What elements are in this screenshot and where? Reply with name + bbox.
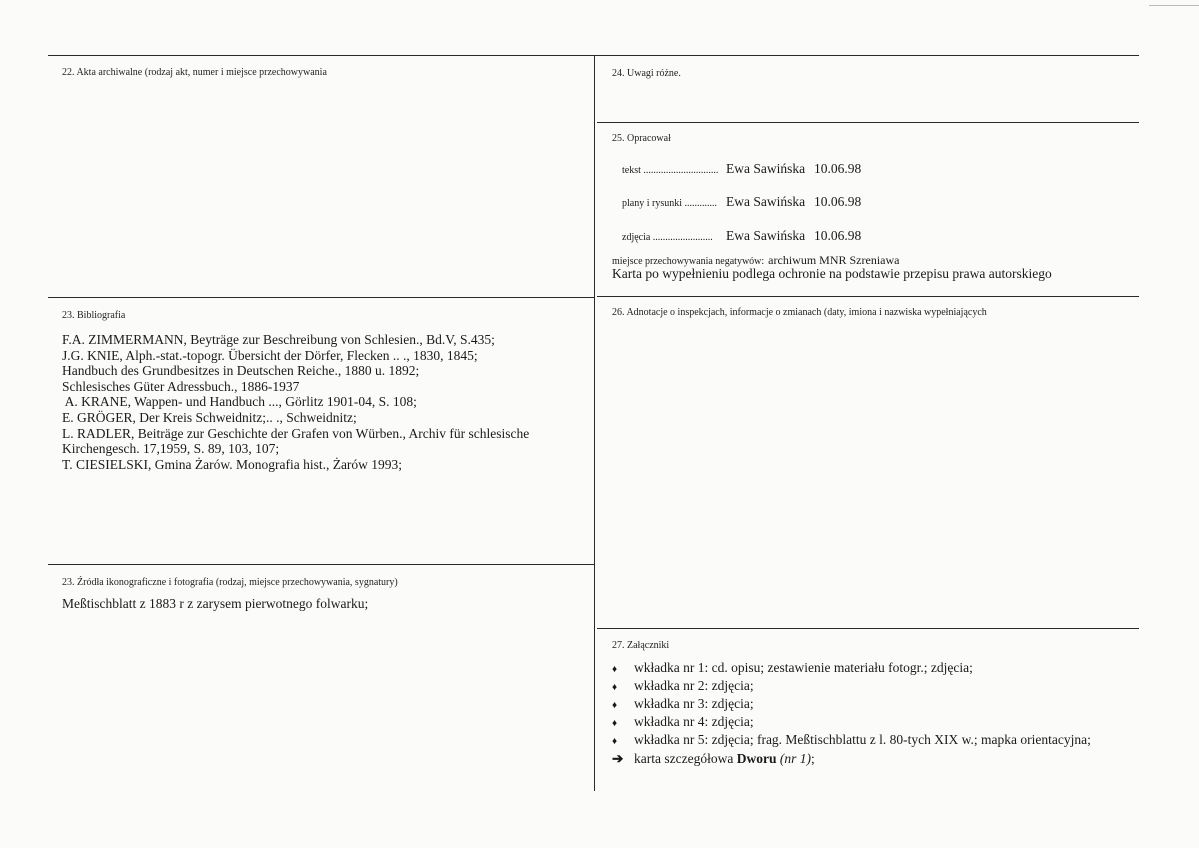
signature-date: 10.06.98 <box>814 194 862 209</box>
signature-row-photos <box>622 228 861 244</box>
rule-24-25 <box>597 122 1139 123</box>
diamond-bullet-icon: ♦ <box>612 700 618 711</box>
rule-22-23 <box>48 297 594 298</box>
detail-card-reference: ➔ karta szczegółowa Dworu (nr 1); <box>612 751 815 766</box>
signature-row-text <box>622 161 861 177</box>
iconography-text: Meßtischblatt z 1883 r z zarysem pierwotnego folwarku; <box>62 596 369 611</box>
bibliography-item: J.G. KNIE, Alph.-stat.-topogr. Übersicht der Dörfer, Flecken .. ., 1830, 1845; <box>62 347 478 363</box>
signature-date: 10.06.98 <box>814 228 862 243</box>
section-26-label: 26. Adnotacje o inspekcjach, informacje o zmianach (daty, imiona i nazwiska wypełniających <box>612 307 987 318</box>
arrow-right-icon: ➔ <box>612 751 624 766</box>
section-23-label: 23. Bibliografia <box>62 310 126 321</box>
section-24-label: 24. Uwagi różne. <box>612 68 681 79</box>
negatives-label: miejsce przechowywania negatywów: <box>612 256 765 267</box>
bibliography-item: F.A. ZIMMERMANN, Beyträge zur Beschreibung von Schlesien., Bd.V, S.435; <box>62 332 495 347</box>
bibliography-list <box>62 332 529 472</box>
rule-25-26 <box>597 296 1139 297</box>
diamond-bullet-icon: ♦ <box>612 736 618 747</box>
diamond-bullet-icon: ♦ <box>612 664 618 675</box>
signature-name: Ewa Sawińska <box>726 194 806 209</box>
attachment-item: ♦ wkładka nr 3: zdjęcia; <box>612 696 1091 714</box>
corner-mark <box>1149 5 1199 6</box>
attachment-item: ♦ wkładka nr 1: cd. opisu; zestawienie materiału fotogr.; zdjęcia; <box>612 660 1091 678</box>
bibliography-item: E. GRÖGER, Der Kreis Schweidnitz;.. ., Schweidnitz; <box>62 409 357 425</box>
card-number: (nr 1) <box>779 751 811 766</box>
bibliography-item: L. RADLER, Beiträge zur Geschichte der Grafen von Würben., Archiv für schlesische <box>62 425 530 441</box>
bibliography-item: Schlesisches Güter Adressbuch., 1886-1937 <box>62 378 300 394</box>
diamond-bullet-icon: ♦ <box>612 682 618 693</box>
manor-label: Dworu <box>736 751 777 766</box>
bibliography-item: Handbuch des Grundbesitzes in Deutschen Reiche., 1880 u. 1892; <box>62 363 420 379</box>
signature-key: tekst .............................. <box>622 165 719 176</box>
attachments-list <box>612 660 1091 750</box>
attachment-item: ♦ wkładka nr 5: zdjęcia; frag. Meßtischblattu z l. 80-tych XIX w.; mapka orientacyjna; <box>612 732 1091 750</box>
bibliography-item: T. CIESIELSKI, Gmina Żarów. Monografia hist., Żarów 1993; <box>62 456 403 472</box>
section-27-label: 27. Załączniki <box>612 640 670 651</box>
bibliography-item: A. KRANE, Wappen- und Handbuch ..., Görlitz 1901-04, S. 108; <box>62 394 417 410</box>
bibliography-item: Kirchengesch. 17,1959, S. 89, 103, 107; <box>62 441 280 457</box>
signature-key: plany i rysunki ............. <box>622 198 717 209</box>
signature-date: 10.06.98 <box>814 161 862 176</box>
section-23b-label: 23. Źródła ikonograficzne i fotografia (rodzaj, miejsce przechowywania, sygnatury) <box>62 577 398 588</box>
negatives-value: archiwum MNR Szreniawa <box>768 253 900 267</box>
center-divider <box>594 55 595 791</box>
attachment-item: ♦ wkładka nr 4: zdjęcia; <box>612 714 1091 732</box>
rule-23-23b <box>48 564 594 565</box>
attachment-item: ♦ wkładka nr 2: zdjęcia; <box>612 678 1091 696</box>
section-22-label: 22. Akta archiwalne (rodzaj akt, numer i miejsce przechowywania <box>62 67 327 78</box>
signature-key: zdjęcia ........................ <box>622 232 713 243</box>
copyright-note: Karta po wypełnieniu podlega ochronie na podstawie przepisu prawa autorskiego <box>612 266 1052 281</box>
diamond-bullet-icon: ♦ <box>612 718 618 729</box>
signature-row-plans <box>622 194 861 210</box>
signature-name: Ewa Sawińska <box>726 228 806 243</box>
rule-26-27 <box>597 628 1139 629</box>
signature-name: Ewa Sawińska <box>726 161 806 176</box>
section-25-label: 25. Opracował <box>612 133 671 144</box>
